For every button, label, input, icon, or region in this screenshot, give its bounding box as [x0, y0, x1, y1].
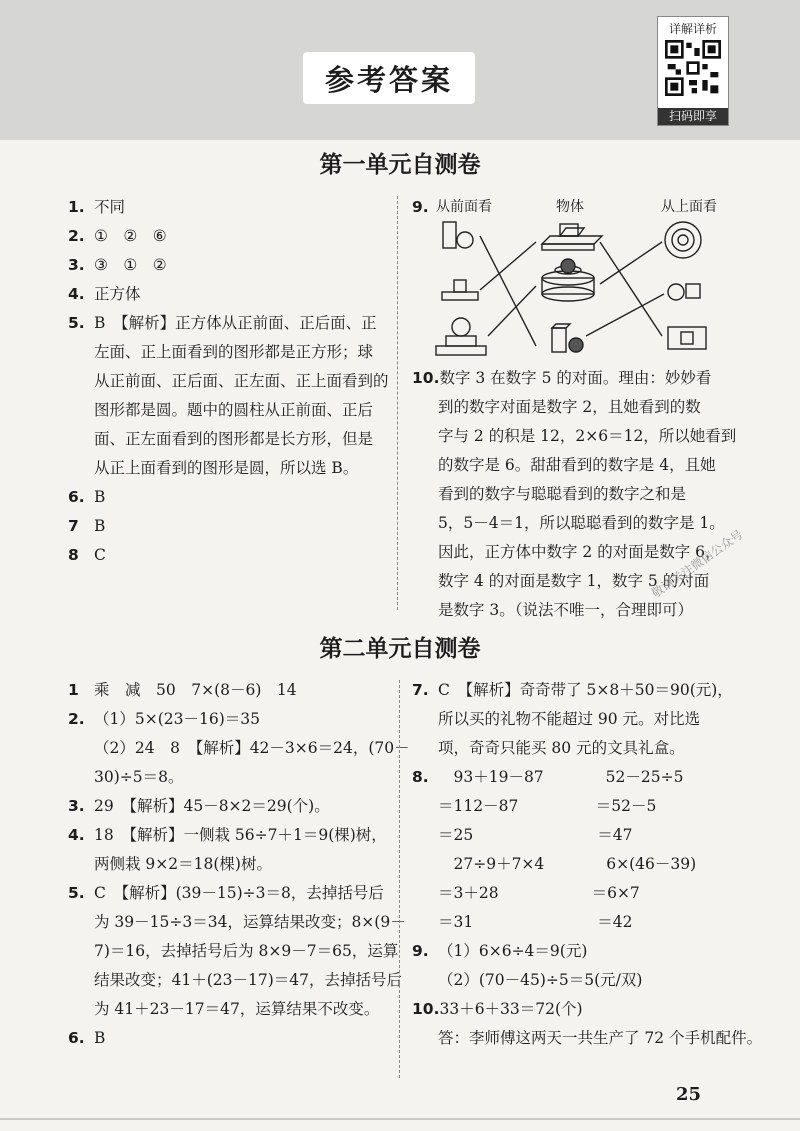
answer-line	[412, 850, 762, 879]
answer-line	[412, 393, 762, 422]
question-number: 7	[68, 517, 79, 535]
question-number: 2.	[68, 227, 85, 245]
answer-text: ＝25 ＝47	[438, 826, 633, 844]
unit2-right-column	[412, 676, 762, 1053]
answer-text: （1）5×(23－16)＝35	[94, 710, 260, 728]
answer-line	[412, 364, 762, 393]
answer-text: 图形都是圆。题中的圆柱从正前面、正后	[94, 401, 374, 419]
label-front-view: 从前面看	[436, 199, 492, 215]
answer-line	[412, 1024, 762, 1053]
answer-line	[68, 676, 393, 705]
answer-text: ＝112－87 ＝52－5	[438, 797, 657, 815]
question-number: 4.	[68, 826, 85, 844]
top-view-3	[668, 327, 706, 349]
answer-text: 29 【解析】45－8×2＝29(个)。	[94, 797, 330, 815]
qr-top-label: 详解详析	[668, 22, 717, 36]
answer-text: 为 41＋23－17＝47，运算结果不改变。	[94, 1000, 380, 1018]
answer-text: 27÷9＋7×4 6×(46－39)	[438, 855, 697, 873]
answer-text: 两侧栽 9×2＝18(棵)树。	[94, 855, 272, 873]
front-view-2	[442, 292, 478, 300]
answer-text: 30)÷5＝8。	[94, 768, 184, 786]
question-number: 8	[68, 546, 79, 564]
answer-line	[68, 483, 388, 512]
page-title: 参考答案	[303, 52, 475, 104]
answer-line	[412, 705, 762, 734]
unit1-title: 第一单元自测卷	[319, 152, 481, 178]
answer-line	[68, 1024, 393, 1053]
answer-text: ③ ① ②	[94, 256, 167, 274]
answer-line	[68, 193, 388, 222]
answer-text: 正方体	[94, 285, 141, 303]
answer-line	[412, 821, 762, 850]
answer-text: 左面、正上面看到的图形都是正方形；球	[94, 343, 374, 361]
answer-line	[68, 792, 393, 821]
answer-text: 从正上面看到的图形是圆，所以选 B。	[94, 459, 359, 477]
answer-text: 乘 减 50 7×(8－6) 14	[94, 681, 297, 699]
answer-line	[412, 792, 762, 821]
qr-code-icon	[665, 40, 721, 96]
answer-line	[412, 995, 762, 1024]
unit1-right-column	[412, 364, 762, 625]
answer-line	[68, 850, 393, 879]
answer-text: B	[94, 1029, 106, 1047]
question-number: 7.	[412, 681, 429, 699]
question-number: 10.	[412, 1000, 440, 1018]
answer-line	[412, 451, 762, 480]
answer-line	[68, 908, 406, 937]
answer-line	[68, 937, 399, 966]
answer-line	[412, 676, 762, 705]
answer-text: ① ② ⑥	[94, 227, 167, 245]
answer-text: ＝3＋28 ＝6×7	[438, 884, 640, 902]
answer-line	[68, 512, 388, 541]
answer-line	[412, 567, 762, 596]
question-number: 5.	[68, 314, 85, 332]
answer-text: 是数字 3。（说法不唯一，合理即可）	[438, 601, 694, 619]
answer-line	[412, 509, 762, 538]
answer-text: 不同	[94, 198, 126, 216]
answer-text: 为 39－15÷3＝34，运算结果改变；8×(9－	[94, 913, 406, 931]
answer-line	[68, 966, 402, 995]
question-number: 5.	[68, 884, 85, 902]
answer-text: 的数字是 6。甜甜看到的数字是 4，且她	[438, 456, 716, 474]
answer-text: 因此，正方体中数字 2 的对面是数字 6，	[438, 543, 721, 561]
answer-text: C	[94, 546, 106, 564]
answer-text: 数字 4 的对面是数字 1，数字 5 的对面	[438, 572, 710, 590]
answer-line	[68, 309, 388, 338]
question-number: 4.	[68, 285, 85, 303]
unit1-left-column	[68, 193, 388, 570]
q9-number: 9.	[412, 198, 429, 216]
question-number: 10.	[412, 369, 440, 387]
answer-text: 项，奇奇只能买 80 元的文具礼盒。	[438, 739, 685, 757]
answer-line	[68, 367, 388, 396]
footer-rule	[0, 1118, 800, 1120]
q9-diagram	[418, 196, 738, 368]
qr-panel[interactable]	[657, 16, 729, 126]
answer-text: 看到的数字与聪聪看到的数字之和是	[438, 485, 687, 503]
question-number: 9.	[412, 942, 429, 960]
answer-line	[412, 480, 762, 509]
answer-text: 18 【解析】一侧栽 56÷7＋1＝9(棵)树，	[94, 826, 387, 844]
answer-text: 所以买的礼物不能超过 90 元。对比选	[438, 710, 701, 728]
answer-line	[412, 734, 762, 763]
answer-line	[412, 966, 762, 995]
question-number: 2.	[68, 710, 85, 728]
answer-line	[68, 454, 388, 483]
question-number: 3.	[68, 797, 85, 815]
answer-line	[68, 396, 388, 425]
front-view-3	[436, 346, 486, 355]
unit2-left-column	[68, 676, 410, 1053]
answer-text: （2）24 8 【解析】42－3×6＝24，(70－	[94, 739, 410, 757]
wechat-stamp: 敬请关注微信公众号	[649, 527, 746, 601]
answer-text: 5，5－4＝1，所以聪聪看到的数字是 1。	[438, 514, 725, 532]
answer-text: C 【解析】(39－15)÷3＝8，去掉括号后	[94, 884, 384, 902]
answer-line	[68, 222, 388, 251]
answer-line	[412, 763, 762, 792]
object-1	[542, 236, 602, 244]
answer-text: 7)＝16，去掉括号后为 8×9－7＝65，运算	[94, 942, 399, 960]
answer-line	[412, 879, 762, 908]
answer-text: 33＋6＋33＝72(个)	[439, 1000, 583, 1018]
answer-text: 字与 2 的积是 12，2×6＝12，所以她看到	[438, 427, 737, 445]
answer-text: C 【解析】奇奇带了 5×8＋50＝90(元)，	[438, 681, 733, 699]
unit2-title: 第二单元自测卷	[319, 636, 481, 662]
answer-line	[412, 908, 762, 937]
answer-line	[412, 422, 762, 451]
question-number: 6.	[68, 488, 85, 506]
question-number: 3.	[68, 256, 85, 274]
answer-line	[68, 879, 393, 908]
answer-line	[68, 280, 388, 309]
answer-text: B 【解析】正方体从正前面、正后面、正	[94, 314, 377, 332]
answer-line	[68, 251, 388, 280]
front-view-1	[443, 222, 456, 248]
answer-line	[68, 821, 393, 850]
answer-text: 数字 3 在数字 5 的对面。理由：妙妙看	[439, 369, 712, 387]
page-number: 25	[676, 1084, 702, 1105]
label-object: 物体	[556, 199, 584, 215]
answer-text: 面、正左面看到的图形都是长方形，但是	[94, 430, 374, 448]
answer-text: B	[94, 517, 106, 535]
answer-line	[68, 541, 388, 570]
answer-text: B	[94, 488, 106, 506]
answer-line	[68, 763, 393, 792]
answer-text: 从正前面、正后面、正左面、正上面看到的	[94, 372, 389, 390]
column-divider	[397, 196, 398, 610]
answer-text: ＝31 ＝42	[438, 913, 633, 931]
top-view-1	[665, 222, 701, 258]
answer-line	[68, 338, 388, 367]
q9-matching-figure	[418, 196, 738, 368]
answer-line	[412, 596, 762, 625]
answer-text: 答：李师傅这两天一共生产了 72 个手机配件。	[438, 1029, 763, 1047]
answer-line	[68, 425, 388, 454]
question-number: 1.	[68, 198, 85, 216]
top-view-2	[668, 284, 684, 300]
answer-text: 到的数字对面是数字 2，且她看到的数	[438, 398, 701, 416]
question-number: 1	[68, 681, 79, 699]
object-3	[552, 328, 566, 352]
qr-bottom-label: 扫码即享	[658, 108, 728, 125]
answer-text: 结果改变；41＋(23－17)＝47，去掉括号后	[94, 971, 402, 989]
answer-line	[412, 937, 762, 966]
question-number: 6.	[68, 1029, 85, 1047]
answer-text: （2）(70－45)÷5＝5(元/双)	[438, 971, 643, 989]
label-top-view: 从上面看	[661, 199, 717, 215]
question-number: 8.	[412, 768, 429, 786]
answer-line	[68, 734, 410, 763]
answer-line	[68, 705, 393, 734]
answer-text: （1）6×6÷4＝9(元)	[438, 942, 588, 960]
answer-line	[68, 995, 393, 1024]
answer-text: 93＋19－87 52－25÷5	[438, 768, 684, 786]
column-divider-2	[399, 680, 400, 1078]
